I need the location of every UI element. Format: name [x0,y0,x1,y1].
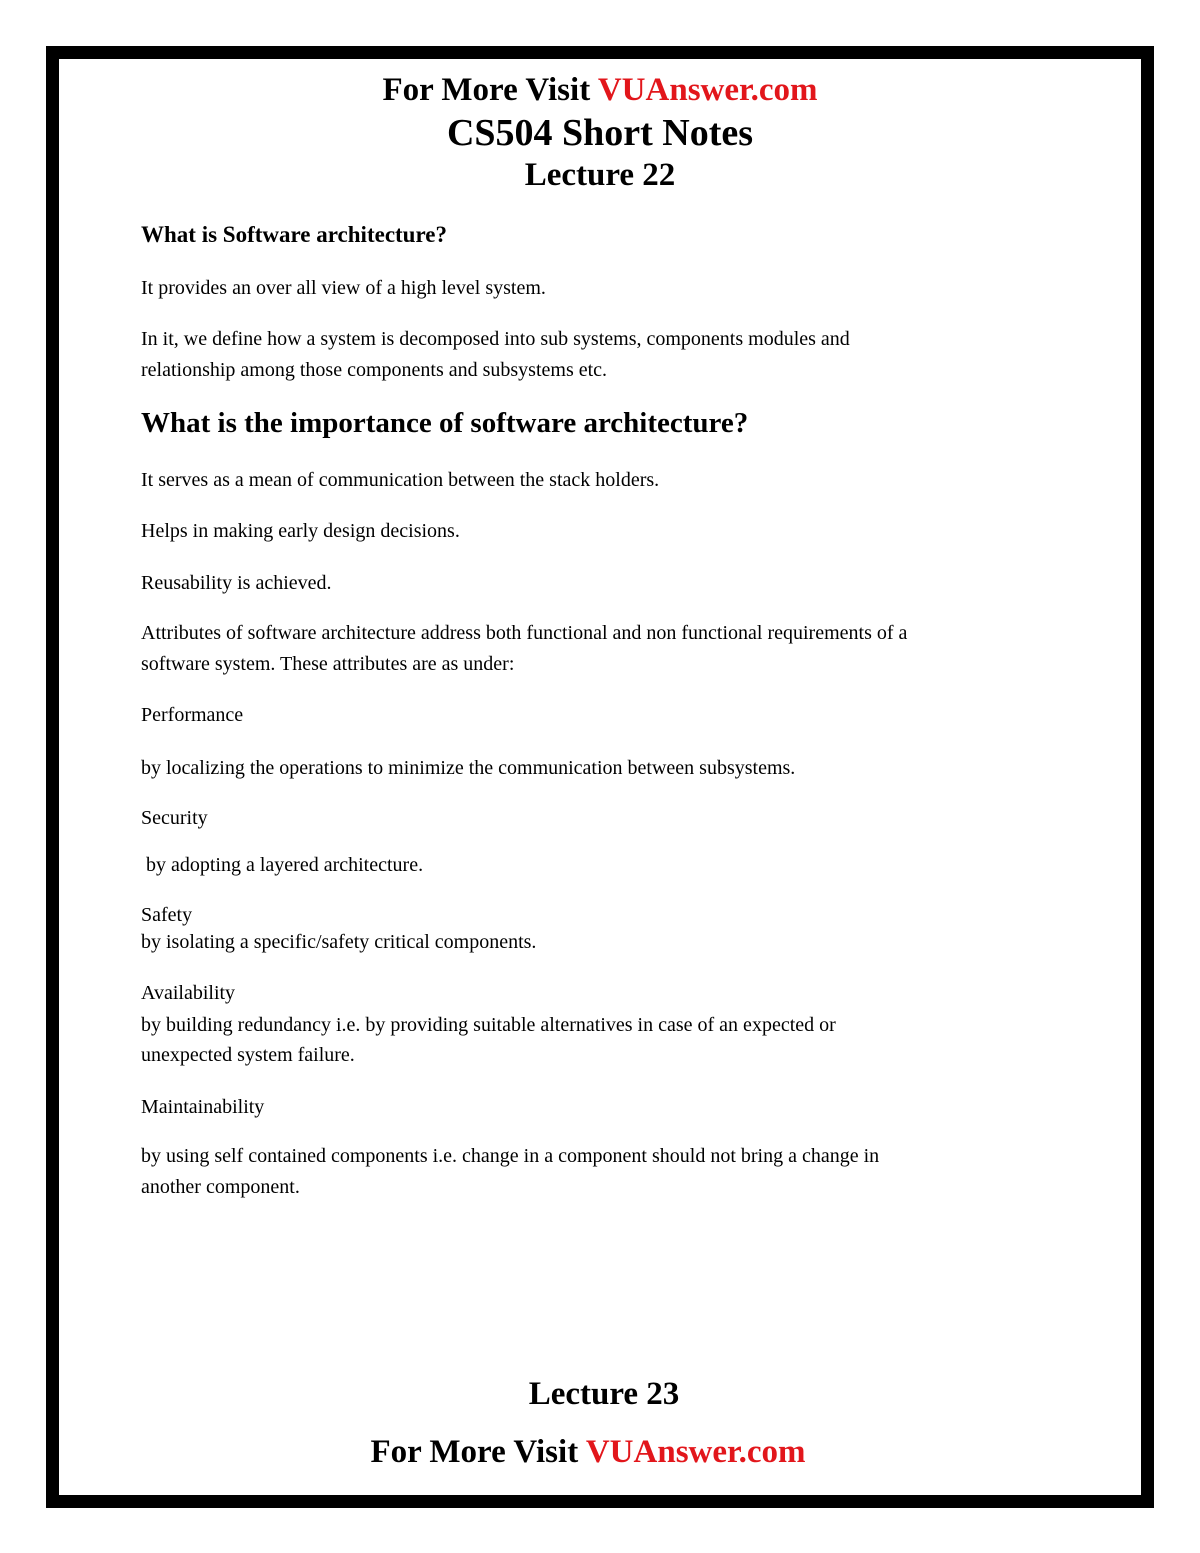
attribute-name-security: Security [141,807,208,829]
lecture-22-heading: Lecture 22 [524,157,676,193]
header-visit-prefix: For More Visit [382,72,598,108]
header-visit-link[interactable]: VUAnswer.com [597,72,818,108]
paragraph: Attributes of software architecture address both functional and non functional requirements of a [141,622,908,644]
attribute-desc-security: by adopting a layered architecture. [141,854,424,876]
attribute-desc-maintainability: another component. [141,1176,300,1198]
paragraph: In it, we define how a system is decomposed into sub systems, components modules and [141,328,850,350]
paragraph: Reusability is achieved. [141,572,332,594]
footer-visit-link[interactable]: VUAnswer.com [585,1434,806,1470]
question-software-architecture: What is Software architecture? [141,222,447,247]
attribute-name-safety: Safety [141,904,193,926]
lecture-23-heading: Lecture 23 [528,1376,680,1412]
question-importance: What is the importance of software architecture? [141,407,749,439]
paragraph: Helps in making early design decisions. [141,520,460,542]
attribute-desc-availability: unexpected system failure. [141,1044,355,1066]
document-title: CS504 Short Notes [446,112,754,154]
attribute-desc-performance: by localizing the operations to minimize the communication between subsystems. [141,757,796,779]
attribute-desc-maintainability: by using self contained components i.e. change in a component should not bring a change in [141,1145,880,1167]
footer-visit-prefix: For More Visit [370,1434,586,1470]
paragraph: It serves as a mean of communication between the stack holders. [141,469,660,491]
attribute-desc-safety: by isolating a specific/safety critical components. [141,931,537,953]
attribute-name-availability: Availability [141,982,236,1004]
footer-visit-line [0,1434,1188,1471]
attribute-desc-availability: by building redundancy i.e. by providing suitable alternatives in case of an expected or [141,1014,836,1036]
attribute-name-performance: Performance [141,704,244,726]
attribute-name-maintainability: Maintainability [141,1096,265,1118]
header-visit-line [0,72,1200,109]
paragraph: software system. These attributes are as under: [141,653,515,675]
paragraph: It provides an over all view of a high level system. [141,277,546,299]
paragraph: relationship among those components and subsystems etc. [141,359,608,381]
